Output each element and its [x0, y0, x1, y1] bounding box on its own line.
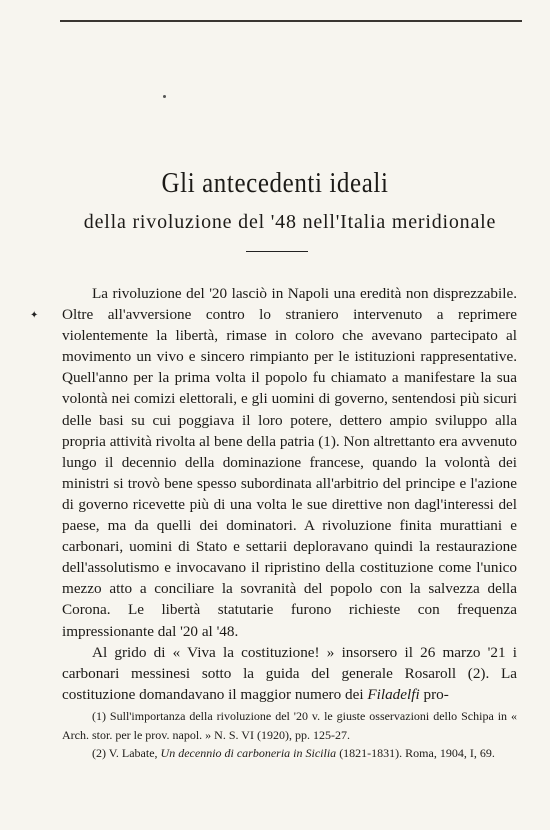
footnote-text: (1821-1831). Roma, 1904, I, 69. — [336, 746, 495, 760]
footnote-text: (2) V. Labate, — [92, 746, 161, 760]
paragraph: La rivoluzione del '20 lasciò in Napoli una eredità non disprezzabile. Oltre all'avversione contro lo straniero intervenuto a reprimere violentemente la libertà, rimase in coloro che avevano partecipato al movimento un vivo e sincero rimpianto per le istituzioni rappresentative. Quell'anno per la prima volta il popolo fu chiamato a manifestare la sua volontà nei comizi elettorali, e gli uomini di governo, sentendosi più sicuri delle basi su cui poggiava il loro potere, dettero ampio sviluppo alla propria attività rivolta al bene della patria (1). Non altrettanto era avvenuto lungo il decennio della dominazione francese, quando la volontà dei ministri si trovò bene spesso subordinata all'arbitrio del principe e l'azione di governo ricevette più di una volta le sue direttive non dagl'interessi del paese, ma da quelli dei dominatori. A rivoluzione finita murattiani e carbonari, uomini di Stato e settarii deploravano quindi la restaurazione dell'assolutismo e invocavano il ripristino della costituzione come l'unico mezzo atto a conciliare la sovranità del popolo con la salvezza della Corona. Le libertà statutarie furono richieste con frequenza impressionante dal '20 al '48. — [62, 285, 517, 640]
chapter-title: Gli antecedenti ideali — [161, 168, 389, 199]
footnote-italic: Un decennio di carboneria in Sicilia — [160, 746, 337, 760]
chapter-subtitle: della rivoluzione del '48 nell'Italia meridionale — [83, 211, 497, 233]
paragraph-italic: Filadelfi — [367, 685, 420, 703]
paragraph — [62, 642, 517, 705]
footnote: (1) Sull'importanza della rivoluzione del '20 v. le giuste osservazioni dello Schipa in « Arch. stor. per le prov. napol. » N. S. VI (1920), pp. 125-27. — [62, 709, 517, 742]
margin-mark: ✦ — [30, 310, 39, 321]
paragraph-text: Al grido di « Viva la costituzione! » insorsero il 26 marzo '21 i carbonari messinesi sotto la guida del generale Rosaroll (2). La costituzione domandavano il maggior numero dei — [62, 643, 517, 703]
title-divider — [246, 251, 308, 252]
footnotes — [62, 707, 517, 763]
body-text — [62, 283, 517, 705]
speck — [163, 95, 166, 98]
footnote — [62, 744, 517, 763]
paragraph-text: pro- — [419, 685, 449, 703]
header-rule — [60, 20, 522, 22]
